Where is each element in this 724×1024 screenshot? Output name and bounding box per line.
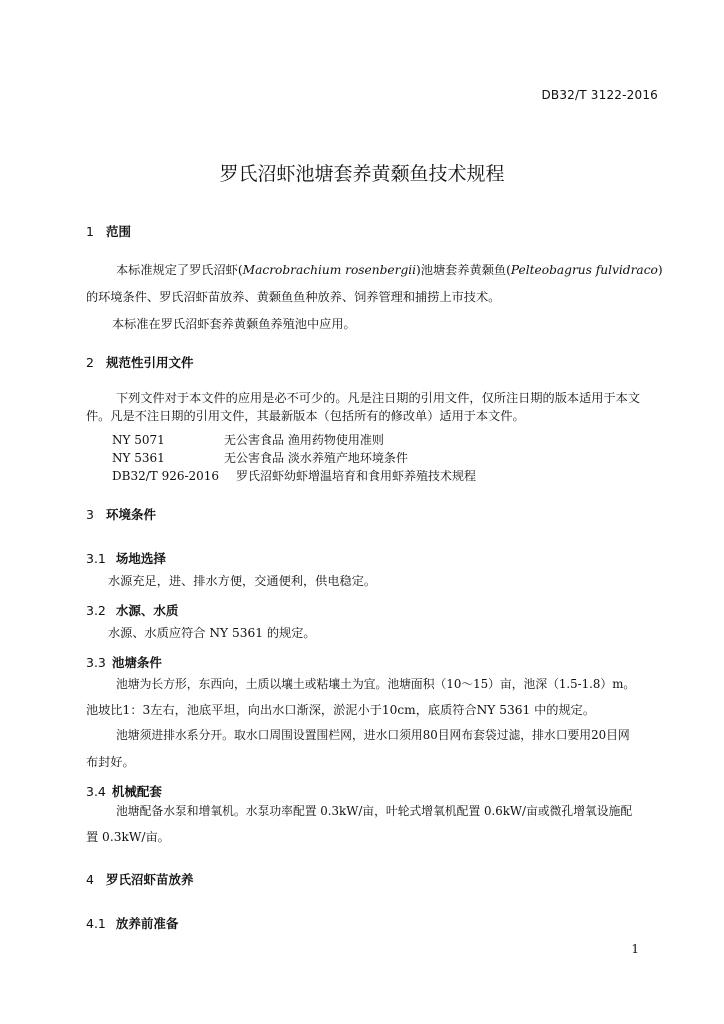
section-2-heading [86,353,194,371]
subsection-title: 机械配套 [111,784,162,799]
reference-item [112,467,476,484]
subsection-title: 水源、水质 [115,603,179,618]
section-4-heading [86,870,194,888]
subsection-3-4-heading [86,782,162,800]
paragraph-scope-application: 本标准在罗氏沼虾套养黄颡鱼养殖池中应用。 [112,317,356,331]
subsection-number: 3.4 [86,784,106,799]
subsection-4-1-heading [86,914,178,932]
text-run: 本标准规定了罗氏沼虾( [116,263,243,277]
paragraph-pond-line1: 池塘为长方形，东西向，土质以壤土或粘壤土为宜。池塘面积（10～15）亩，池深（1.5-1.8）m。 [116,677,636,691]
paragraph-machinery-line2: 置 0.3kW/亩。 [86,830,170,844]
section-title: 规范性引用文件 [106,355,194,370]
section-title: 环境条件 [106,507,157,522]
subsection-number: 3.3 [86,655,106,670]
subsection-title: 场地选择 [115,551,166,566]
reference-item [112,449,408,466]
paragraph-pond-inlet-line2: 布封好。 [86,755,135,769]
reference-code: DB32/T 926-2016 [112,469,220,483]
section-3-heading [86,505,156,523]
section-number: 2 [86,355,94,370]
text-run: ) [657,263,663,277]
page-number: 1 [631,942,639,956]
section-title: 范围 [106,224,132,239]
reference-title: 罗氏沼虾幼虾增温培育和食用虾养殖技术规程 [236,469,477,483]
section-number: 1 [86,224,94,239]
section-number: 3 [86,507,94,522]
text-run: )池塘套养黄颡鱼( [416,263,511,277]
document-title: 罗氏沼虾池塘套养黄颡鱼技术规程 [219,163,505,185]
reference-code: NY 5361 [112,451,165,465]
reference-title: 无公害食品 淡水养殖产地环境条件 [224,451,408,465]
paragraph-water-quality: 水源、水质应符合 NY 5361 的规定。 [108,626,316,640]
paragraph-references-line1: 下列文件对于本文件的应用是必不可少的。凡是注日期的引用文件，仅所注日期的版本适用于本文 [116,391,641,405]
subsection-title: 放养前准备 [115,916,179,931]
reference-item [112,431,384,448]
paragraph-references-line2: 件。凡是不注日期的引用文件，其最新版本（包括所有的修改单）适用于本文件。 [86,409,525,423]
subsection-3-1-heading [86,549,166,567]
section-title: 罗氏沼虾苗放养 [106,872,194,887]
scientific-name: Pelteobagrus fulvidraco [510,263,658,277]
paragraph-scope-line2: 的环境条件、罗氏沼虾苗放养、黄颡鱼鱼种放养、饲养管理和捕捞上市技术。 [86,290,501,304]
section-1-heading [86,222,131,240]
subsection-number: 3.1 [86,551,106,566]
reference-code: NY 5071 [112,433,165,447]
paragraph-site-selection: 水源充足，进、排水方便，交通便利，供电稳定。 [108,574,377,588]
subsection-number: 4.1 [86,916,106,931]
reference-title: 无公害食品 渔用药物使用准则 [224,433,384,447]
subsection-number: 3.2 [86,603,106,618]
subsection-3-2-heading [86,601,178,619]
paragraph-scope-line1 [116,264,663,276]
scientific-name: Macrobrachium rosenbergii [242,263,417,277]
paragraph-pond-line2: 池坡比1：3左右，池底平坦，向出水口渐深，淤泥小于10cm，底质符合NY 5361 中的规定。 [86,703,596,717]
paragraph-machinery-line1: 池塘配备水泵和增氧机。水泵功率配置 0.3kW/亩，叶轮式增氧机配置 0.6kW/亩或微孔增氧设施配 [116,804,633,818]
paragraph-pond-inlet-line1: 池塘须进排水系分开。取水口周围设置围栏网，进水口须用80目网布套袋过滤，排水口要用20目网 [116,728,630,742]
document-code: DB32/T 3122-2016 [541,88,658,102]
subsection-3-3-heading [86,653,162,671]
subsection-title: 池塘条件 [111,655,162,670]
section-number: 4 [86,872,94,887]
